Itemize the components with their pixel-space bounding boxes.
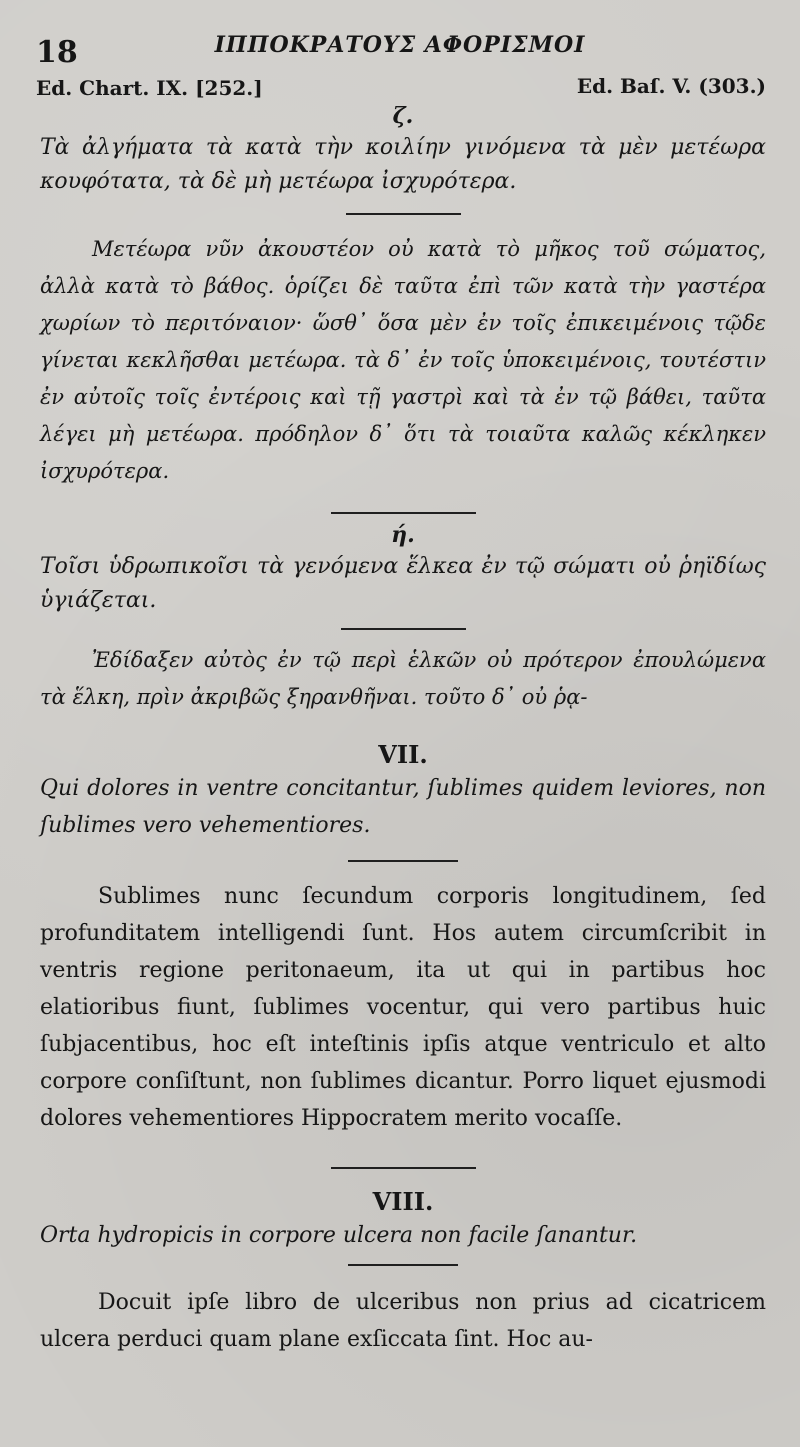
- page-content: [40, 95, 766, 1358]
- greek-aphorism-8-commentary: Ἐδίδαξεν αὐτὸς ἐν τῷ περὶ ἑλκῶν οὐ πρότερον ἐπουλώμενα τὰ ἕλκη, πρὶν ἀκριβῶς ξηρανθῆναι. τοῦτο δ᾽ οὐ ῥᾳ-: [40, 648, 766, 709]
- greek-aphorism-7-commentary: Μετέωρα νῦν ἀκουστέον οὐ κατὰ τὸ μῆκος τοῦ σώματος, ἀλλὰ κατὰ τὸ βάθος. ὁρίζει δὲ ταῦτα ἐπὶ τῶν κατὰ τὴν γαστέρα χωρίων τὸ περιτόναιον· ὥσθ᾽ ὅσα μὲν ἐν τοῖς ἐπικειμένοις τῷδε γίνεται κεκλῆσθαι μετέωρα. τὰ δ᾽ ἐν τοῖς ὑποκειμένοις, τουτέστιν ἐν αὐτοῖς τοῖς ἐντέροις καὶ τῇ γαστρὶ καὶ τὰ ἐν τῷ βάθει, ταῦτα λέγει μὴ μετέωρα. πρόδηλον δ᾽ ὅτι τὰ τοιαῦτα καλῶς κέκληκεν ἰσχυρότερα.: [40, 237, 766, 483]
- greek-aphorism-7-text: Τὰ ἀλγήματα τὰ κατὰ τὴν κοιλίην γινόμενα τὰ μὲν μετέωρα κουφότατα, τὰ δὲ μὴ μετέωρα ἰσχυρότερα.: [40, 135, 766, 194]
- section-divider: [331, 512, 476, 514]
- section-divider: [331, 1167, 476, 1169]
- greek-aphorism-8-number: ή.: [391, 522, 415, 548]
- running-title: ΙΠΠΟΚΡΑΤΟΥΣ ΑΦΟΡΙΣΜΟΙ: [214, 32, 586, 58]
- latin-aphorism-7-number: VII.: [378, 740, 428, 769]
- latin-aphorism-8-text: Orta hydropicis in corpore ulcera non facile ſanantur.: [40, 1223, 638, 1248]
- section-divider: [348, 860, 458, 862]
- latin-aphorism-8-commentary: Docuit ipſe libro de ulceribus non prius ad cicatricem ulcera perduci quam plane exſiccata ſint. Hoc au-: [40, 1290, 766, 1352]
- section-divider: [348, 1264, 458, 1266]
- section-divider: [341, 628, 466, 630]
- section-divider: [346, 213, 461, 215]
- greek-aphorism-7-number: ζ.: [392, 103, 414, 129]
- page-number: 18: [36, 35, 78, 70]
- latin-aphorism-7-commentary: Sublimes nunc ſecundum corporis longitudinem, ſed profunditatem intelligendi ſunt. Hos autem circumſcribit in ventris regione peritonaeum, ita ut qui in partibus hoc elatioribus fiunt, ſublimes vocentur, qui vero partibus huic ſubjacentibus, hoc eſt inteſtinis ipſis atque ventriculo et alto corpore conſiſtunt, non ſublimes dicantur. Porro liquet ejusmodi dolores vehementiores Hippocratem merito vocaſſe.: [40, 884, 766, 1131]
- edition-reference-right: Ed. Baſ. V. (303.): [576, 74, 766, 98]
- latin-aphorism-8-number: VIII.: [372, 1187, 434, 1216]
- latin-aphorism-7-text: Qui dolores in ventre concitantur, ſublimes quidem leviores, non ſublimes vero vehementiores.: [40, 776, 766, 838]
- greek-aphorism-8-text: Τοῖσι ὑδρωπικοῖσι τὰ γενόμενα ἕλκεα ἐν τῷ σώματι οὐ ῥηϊδίως ὑγιάζεται.: [40, 554, 766, 613]
- edition-reference-left: Ed. Chart. IX. [252.]: [36, 76, 263, 100]
